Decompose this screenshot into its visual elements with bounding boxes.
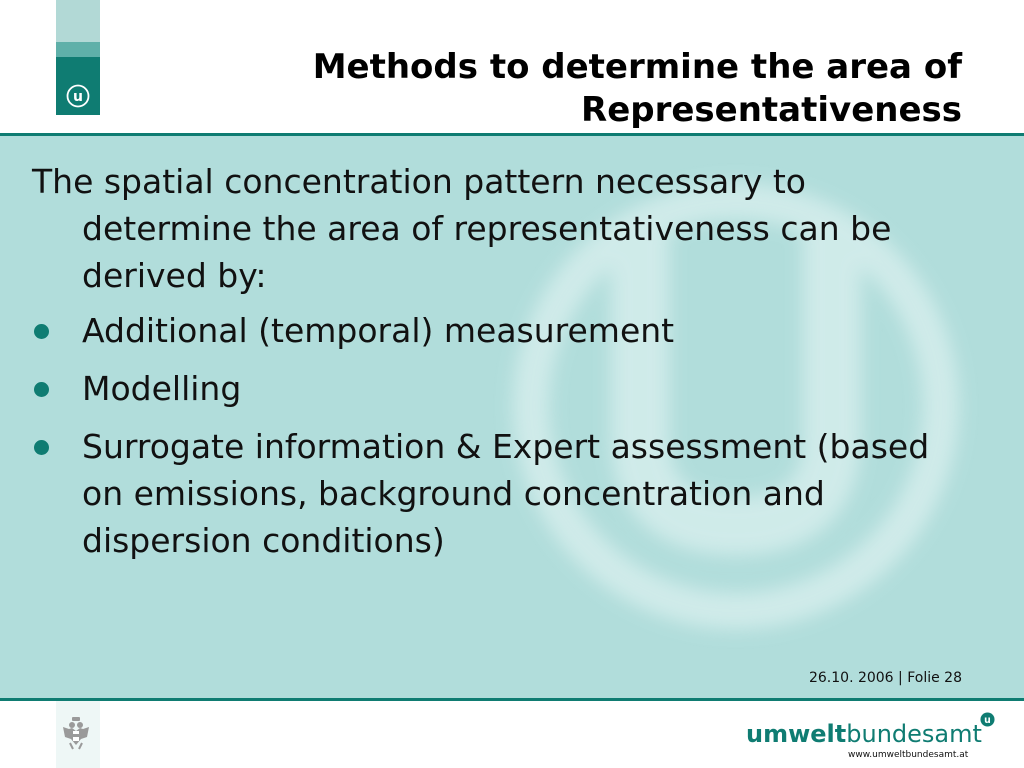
intro-text: The spatial concentration pattern necessary to determine the area of representativeness can be derived by:: [32, 162, 892, 295]
brand-wordmark: [746, 721, 982, 747]
brand-wordmark-bold: umwelt: [746, 720, 847, 748]
austrian-eagle-crest-icon: [61, 715, 91, 755]
slide-header: [0, 0, 1024, 133]
bullet-item: [32, 365, 972, 412]
brand-wordmark-regular: bundesamt: [846, 720, 982, 748]
slide-title-line2: Representativeness: [581, 90, 962, 130]
slide-footer: [0, 701, 1024, 768]
bullet-item: [32, 423, 972, 564]
logo-strip-mid: [56, 42, 100, 57]
slide-body: [32, 158, 972, 575]
brand-u-icon: [980, 712, 995, 727]
brand-url: www.umweltbundesamt.at: [848, 750, 969, 760]
bullet-text: Surrogate information & Expert assessment (based on emissions, background concentration and dispersion conditions): [82, 427, 930, 560]
svg-text:u: u: [984, 714, 991, 726]
bullet-text: Additional (temporal) measurement: [82, 311, 675, 350]
bullet-list: [32, 307, 972, 564]
slide-title: [202, 46, 962, 132]
content-panel: [0, 136, 1024, 698]
bullet-icon: [34, 324, 49, 339]
umweltbundesamt-logo-icon: [66, 84, 90, 108]
logo-strip-dark: [56, 57, 100, 115]
bullet-icon: [34, 382, 49, 397]
slide-date-page: 26.10. 2006 | Folie 28: [808, 670, 962, 686]
logo-strip: [56, 0, 100, 115]
svg-text:u: u: [73, 89, 83, 105]
bullet-icon: [34, 440, 49, 455]
bullet-text: Modelling: [82, 369, 242, 408]
slide-title-line1: Methods to determine the area of: [312, 47, 962, 87]
bullet-item: [32, 307, 972, 354]
logo-strip-light: [56, 0, 100, 42]
